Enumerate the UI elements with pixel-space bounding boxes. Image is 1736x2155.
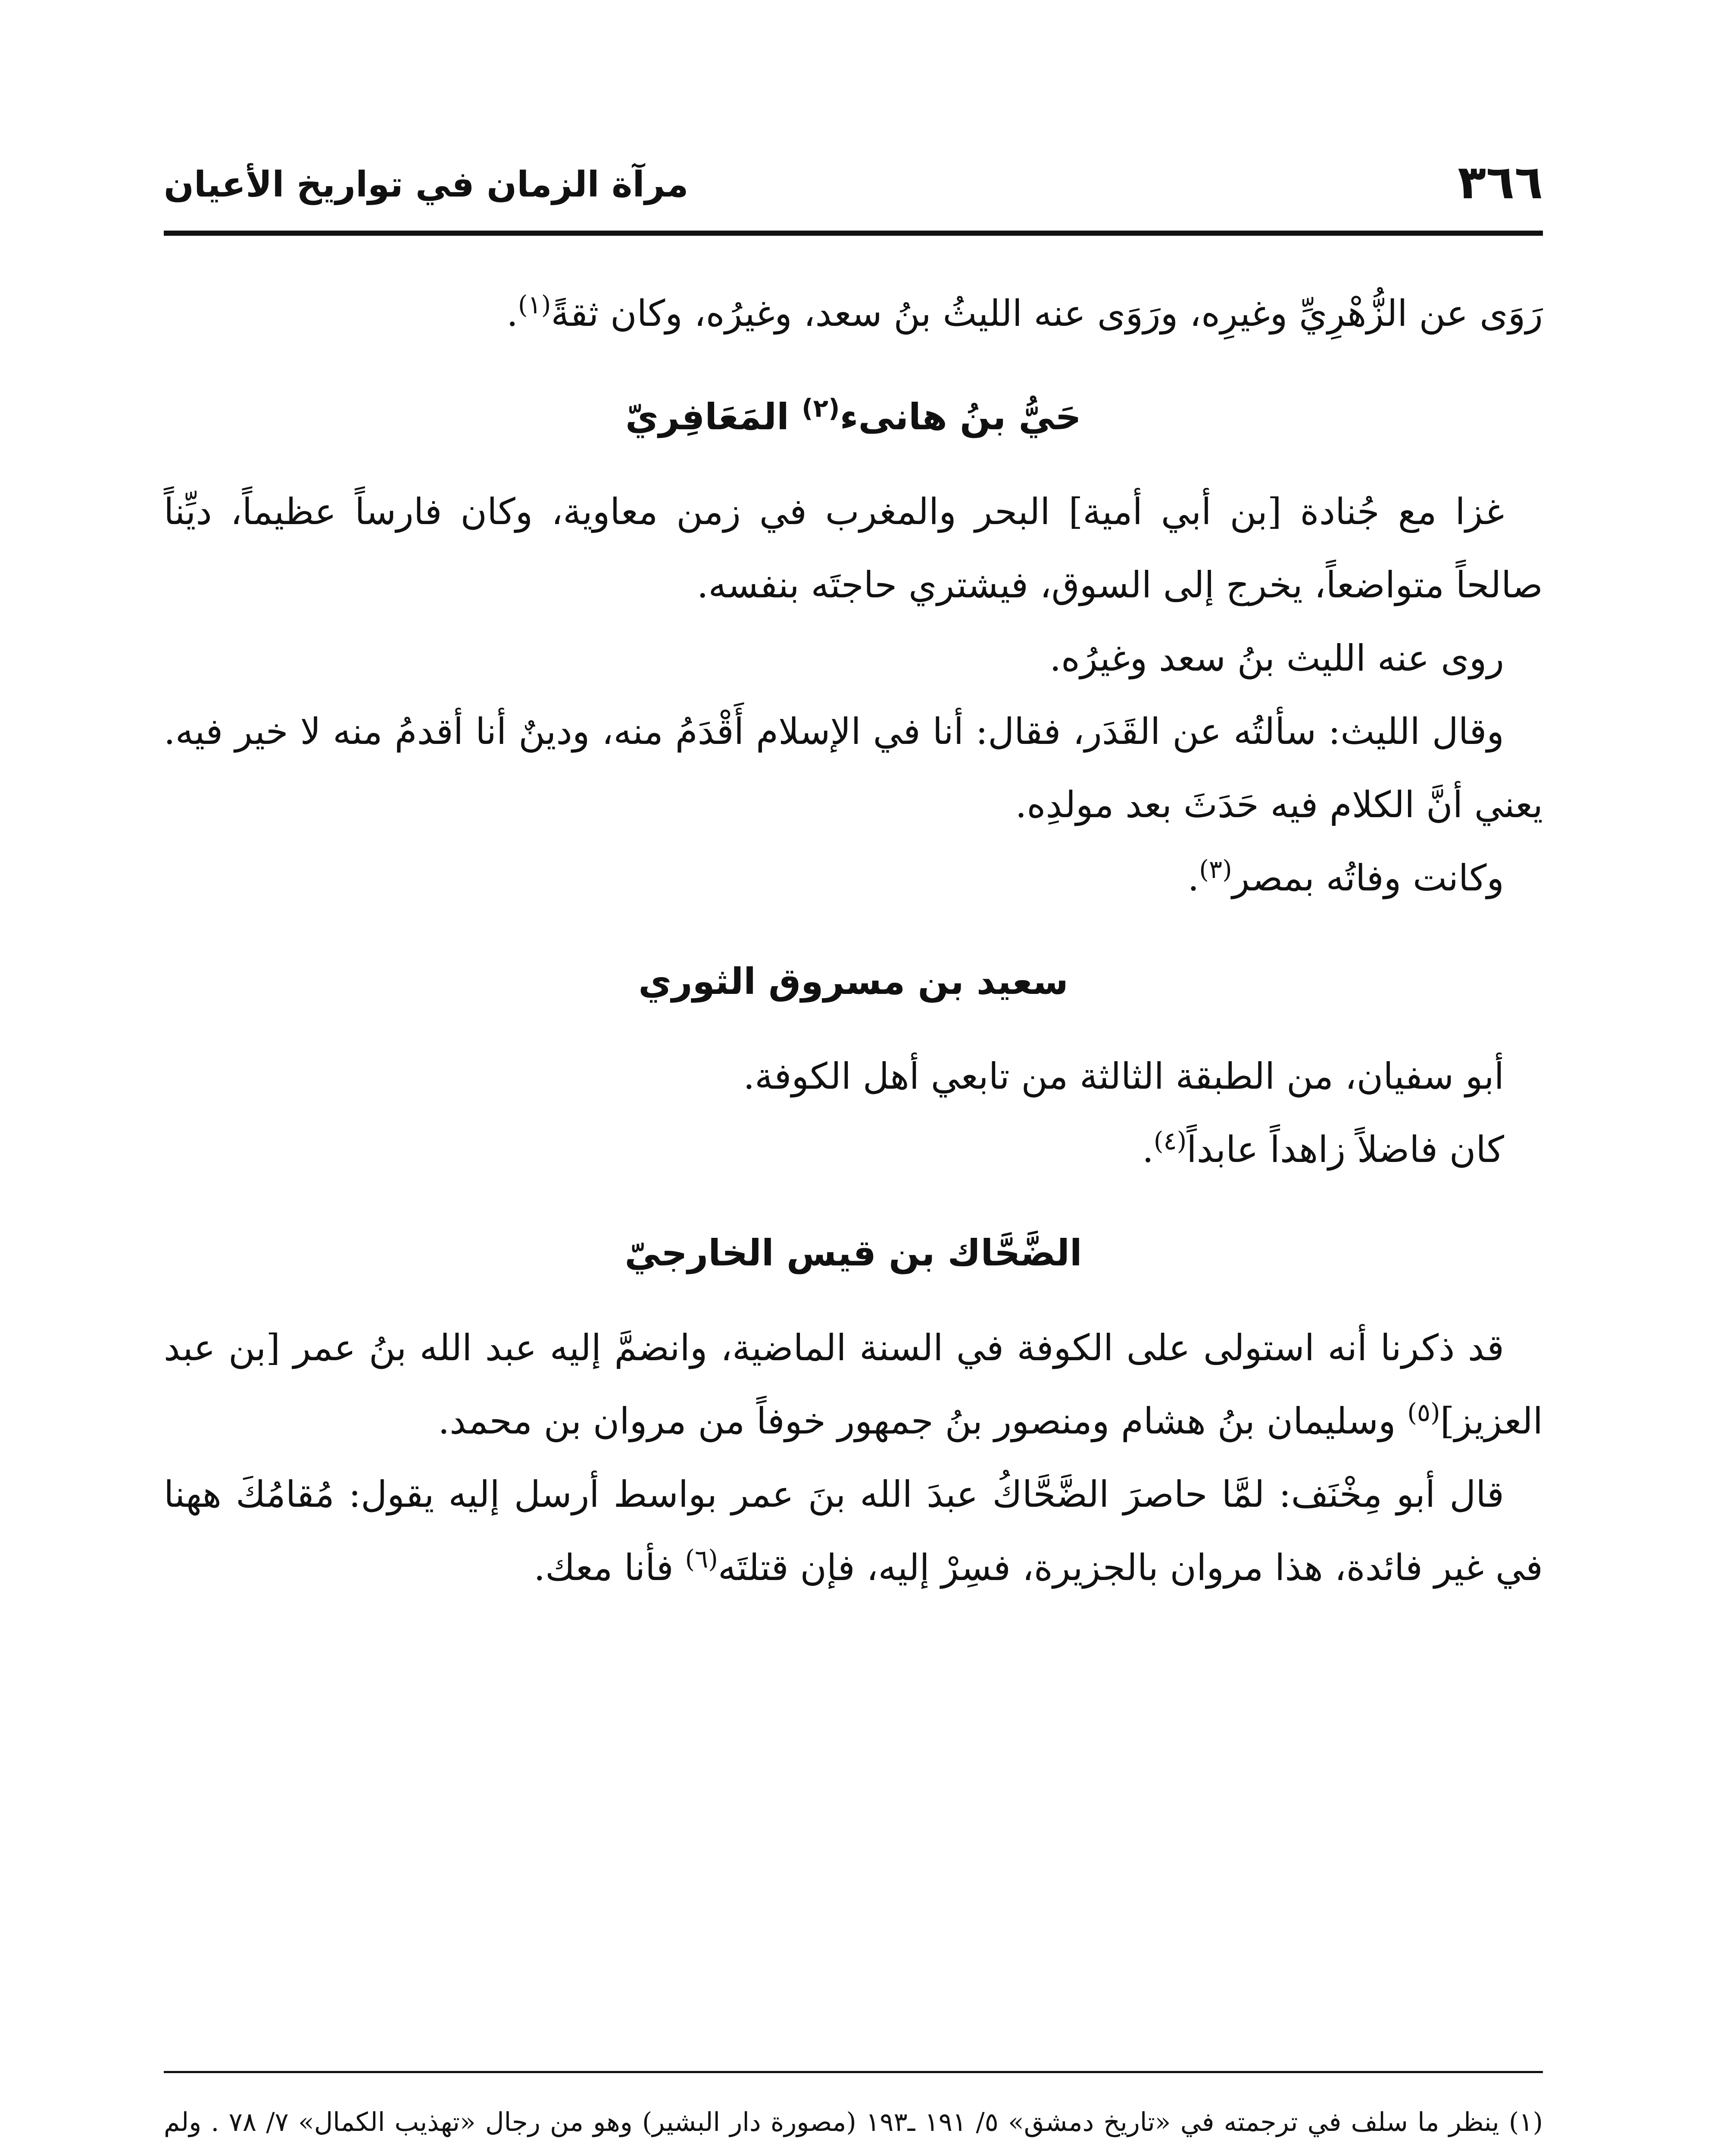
paragraph-3: روى عنه الليث بنُ سعد وغيرُه. [1049, 637, 1504, 679]
page-number: ٣٦٦ [1458, 156, 1543, 209]
entry-heading-dahhak: الضَّحَّاك بن قيس الخارجيّ [624, 1232, 1082, 1274]
footnote-ref-2: (٢) [802, 394, 840, 423]
paragraph-2: غزا مع جُنادة [بن أبي أمية] البحر والمغرب في زمن معاوية، وكان فارساً عظيماً، ديِّناً صالحاً متواضعاً، يخرج إلى السوق، فيشتري حاجتَه بنفسه. [164, 490, 1543, 606]
footnote-ref-3: (٣) [1199, 855, 1232, 884]
paragraph-5: وكانت وفاتُه بمصر$^{(٣)}$. [1187, 855, 1504, 899]
paragraph-8: قد ذكرنا أنه استولى على الكوفة في السنة الماضية، وانضمَّ إليه عبد الله بنُ عمر [بن عبد العزيز]$^{(٥)}$ وسليمان بنُ هشام ومنصور بنُ جمهور خوفاً من مروان بن محمد. [164, 1327, 1543, 1442]
book-title: مرآة الزمان في تواريخ الأعيان [164, 164, 689, 205]
book-page [164, 155, 1543, 2155]
footnote-ref-4: (٤) [1153, 1126, 1187, 1156]
paragraph-1: رَوَى عن الزُّهْرِيِّ وغيرِه، ورَوَى عنه الليثُ بنُ سعد، وغيرُه، وكان ثقةً$^{(١)}$. [506, 290, 1543, 334]
footnote-ref-6: (٦) [685, 1544, 718, 1574]
footnote-ref-5: (٥) [1407, 1398, 1440, 1427]
paragraph-6: أبو سفيان، من الطبقة الثالثة من تابعي أهل الكوفة. [743, 1055, 1504, 1097]
main-text [164, 236, 1543, 1604]
footnote-ref-1: (١) [518, 290, 551, 319]
footnotes-section [164, 2071, 1543, 2155]
paragraph-4: وقال الليث: سألتُه عن القَدَر، فقال: أنا في الإسلام أَقْدَمُ منه، ودينٌ أنا أقدمُ منه لا خير فيه. يعني أنَّ الكلام فيه حَدَثَ بعد مولدِه. [164, 710, 1543, 826]
paragraph-9: قال أبو مِخْنَف: لمَّا حاصرَ الضَّحَّاكُ عبدَ الله بنَ عمر بواسط أرسل إليه يقول: مُقامُكَ ههنا في غير فائدة، هذا مروان بالجزيرة، فسِرْ إليه، فإن قتلتَه$^{(٦)}$ فأنا معك. [164, 1473, 1543, 1589]
entry-heading-said: سعيد بن مسروق الثوري [638, 960, 1068, 1003]
entry-heading-hayy: حَيُّ بنُ هانىء$^{(٢)}$ المَعَافِريّ [625, 394, 1081, 438]
running-header [164, 155, 1543, 236]
footnote-1: (١) ينظر ما سلف في ترجمته في «تاريخ دمشق» ٥/ ١٩١ ـ١٩٣ (مصورة دار البشير) وهو من رجال «تهذيب الكمال» ٧/ ٧٨ . ولم [164, 2107, 1543, 2137]
paragraph-7: كان فاضلاً زاهداً عابداً$^{(٤)}$. [1142, 1126, 1504, 1171]
